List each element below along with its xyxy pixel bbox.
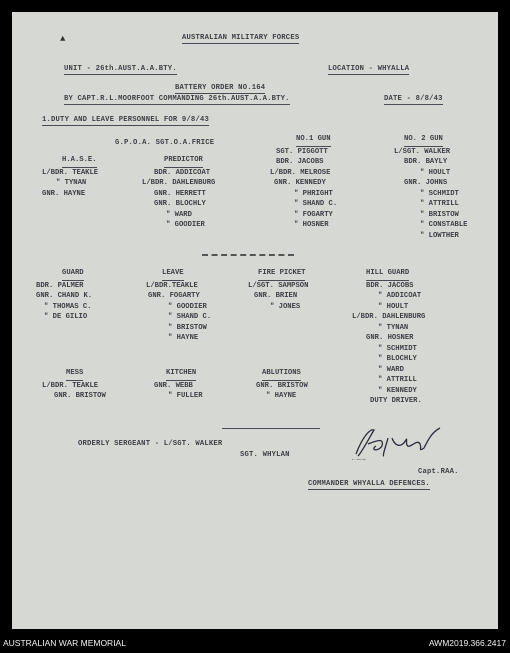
kitchen-column: [154, 368, 203, 402]
list-item: " HOULT: [420, 168, 451, 177]
list-item: " HOULT: [378, 302, 409, 311]
list-item: " WARD: [166, 210, 192, 219]
mess-heading: MESS: [66, 368, 83, 381]
list-item: L/BDR.TEAKLE: [146, 281, 198, 290]
list-item: " LOWTHER: [420, 231, 459, 240]
gpoa-line: G.P.O.A. SGT.O.A.FRICE: [115, 139, 215, 147]
list-item: " SCHMIDT: [378, 344, 417, 353]
list-item: " SHAND C.: [294, 200, 338, 208]
list-item: GNR. HERRETT: [154, 189, 206, 198]
unit-line: UNIT - 26th.AUST.A.A.BTY.: [64, 65, 177, 73]
gun2-column: [390, 134, 467, 241]
leave-column: [146, 268, 211, 344]
list-item: GNR. KENNEDY: [274, 179, 326, 187]
mess-column: [42, 368, 106, 402]
list-item: " HAYNE: [168, 334, 199, 342]
signature-text: R.L.Moorfoot: [352, 458, 367, 461]
list-item: " TYNAN: [56, 179, 87, 187]
order-number: BATTERY ORDER NO.164: [175, 84, 266, 92]
document-page: [12, 12, 498, 629]
list-item: " ATTRILL: [378, 376, 417, 384]
hill-guard-heading: HILL GUARD: [366, 268, 409, 281]
list-item: " BLOCHLY: [378, 355, 417, 363]
section-divider: [222, 428, 320, 429]
list-item: GNR. BRIEN: [254, 292, 298, 300]
list-item: " ATTRILL: [420, 200, 459, 208]
location-line: LOCATION - WHYALLA: [328, 65, 410, 73]
gun1-heading: NO.1 GUN: [296, 134, 331, 147]
list-item: " WARD: [378, 365, 404, 374]
footer-accession: AWM2019.366.2417: [428, 638, 506, 648]
list-item: BDR. JACOBS: [276, 158, 324, 166]
list-item: " DE GILIO: [44, 313, 88, 321]
list-item: L/BDR. TEAKLE: [42, 381, 99, 390]
list-item: " TYNAN: [378, 323, 409, 332]
footer-credit: AUSTRALIAN WAR MEMORIAL: [3, 638, 126, 648]
list-item: L/BDR. MELROSE: [270, 168, 331, 177]
signature-rank: Capt.RAA.: [418, 468, 459, 476]
list-item: L/BDR. DAHLENBURG: [352, 313, 426, 321]
list-item: " HAYNE: [266, 392, 297, 400]
list-item: GNR. BRISTOW: [54, 392, 106, 400]
stamp-mark: ▲: [60, 34, 66, 44]
list-item: " JONES: [270, 302, 301, 311]
list-item: L/SGT. SAMPSON: [248, 281, 309, 290]
list-item: GNR. BLOCHLY: [154, 200, 206, 208]
list-item: " GOODIER: [168, 302, 207, 311]
list-item: BDR. JACOBS: [366, 281, 414, 290]
list-item: GNR. HAYNE: [42, 189, 86, 198]
fire-picket-column: [248, 268, 308, 312]
hill-guard-column: [352, 268, 425, 407]
orderly-sergeant-second: SGT. WHYLAN: [240, 451, 290, 459]
list-item: " BRISTOW: [168, 323, 207, 332]
fire-picket-heading: FIRE PICKET: [258, 268, 305, 281]
list-item: " PHRIGHT: [294, 189, 333, 198]
predictor-column: [142, 155, 215, 231]
list-item: GNR. JOHNS: [404, 179, 448, 187]
list-item: DUTY DRIVER.: [370, 397, 422, 405]
signature: [348, 420, 448, 462]
list-item: " CONSTABLE: [420, 221, 468, 229]
section-heading: 1.DUTY AND LEAVE PERSONNEL FOR 9/8/43: [42, 116, 209, 124]
orderly-sergeant: ORDERLY SERGEANT - L/SGT. WALKER: [78, 440, 223, 448]
gun1-column: [270, 134, 337, 231]
list-item: L/BDR. DAHLENBURG: [142, 179, 216, 187]
list-item: " FULLER: [168, 392, 203, 400]
issued-by: BY CAPT.R.L.MOORFOOT COMMANDING 26th.AUST.A.A.BTY.: [64, 95, 290, 103]
list-item: L/SGT. WALKER: [394, 147, 451, 156]
list-item: " GOODIER: [166, 221, 205, 229]
list-item: " FOGARTY: [294, 210, 333, 219]
list-item: SGT. PIGGOTT: [276, 147, 328, 156]
list-item: " SCHMIDT: [420, 189, 459, 198]
list-item: GNR. WEBB: [154, 381, 193, 390]
list-item: GNR. BRISTOW: [256, 381, 308, 390]
gun2-heading: NO. 2 GUN: [404, 134, 443, 147]
list-item: " ADDICOAT: [378, 292, 422, 300]
list-item: BDR. PALMER: [36, 281, 84, 290]
list-item: L/BDR. TEAKLE: [42, 168, 99, 177]
predictor-heading: PREDICTOR: [164, 155, 203, 168]
list-item: BDR. BAYLY: [404, 158, 448, 166]
guard-heading: GUARD: [62, 268, 84, 281]
list-item: " SHAND C.: [168, 313, 212, 321]
list-item: GNR. CHAND K.: [36, 292, 93, 300]
ablutions-heading: ABLUTIONS: [262, 368, 301, 381]
ablutions-column: [256, 368, 308, 402]
list-item: " KENNEDY: [378, 386, 417, 395]
section-divider: [202, 254, 294, 256]
list-item: " THOMAS C.: [44, 302, 92, 311]
list-item: GNR. HOSNER: [366, 334, 414, 342]
signature-role: COMMANDER WHYALLA DEFENCES.: [308, 480, 430, 488]
list-item: GNR. FOGARTY: [148, 292, 200, 300]
order-date: DATE - 8/8/43: [384, 95, 443, 103]
leave-heading: LEAVE: [162, 268, 184, 281]
list-item: " HOSNER: [294, 221, 329, 229]
list-item: " BRISTOW: [420, 210, 459, 219]
hase-heading: H.A.S.E.: [62, 155, 97, 168]
guard-column: [36, 268, 92, 323]
kitchen-heading: KITCHEN: [166, 368, 196, 381]
doc-title: AUSTRALIAN MILITARY FORCES: [182, 34, 300, 42]
hase-column: [42, 155, 98, 199]
list-item: BDR. ADDICOAT: [154, 168, 211, 177]
